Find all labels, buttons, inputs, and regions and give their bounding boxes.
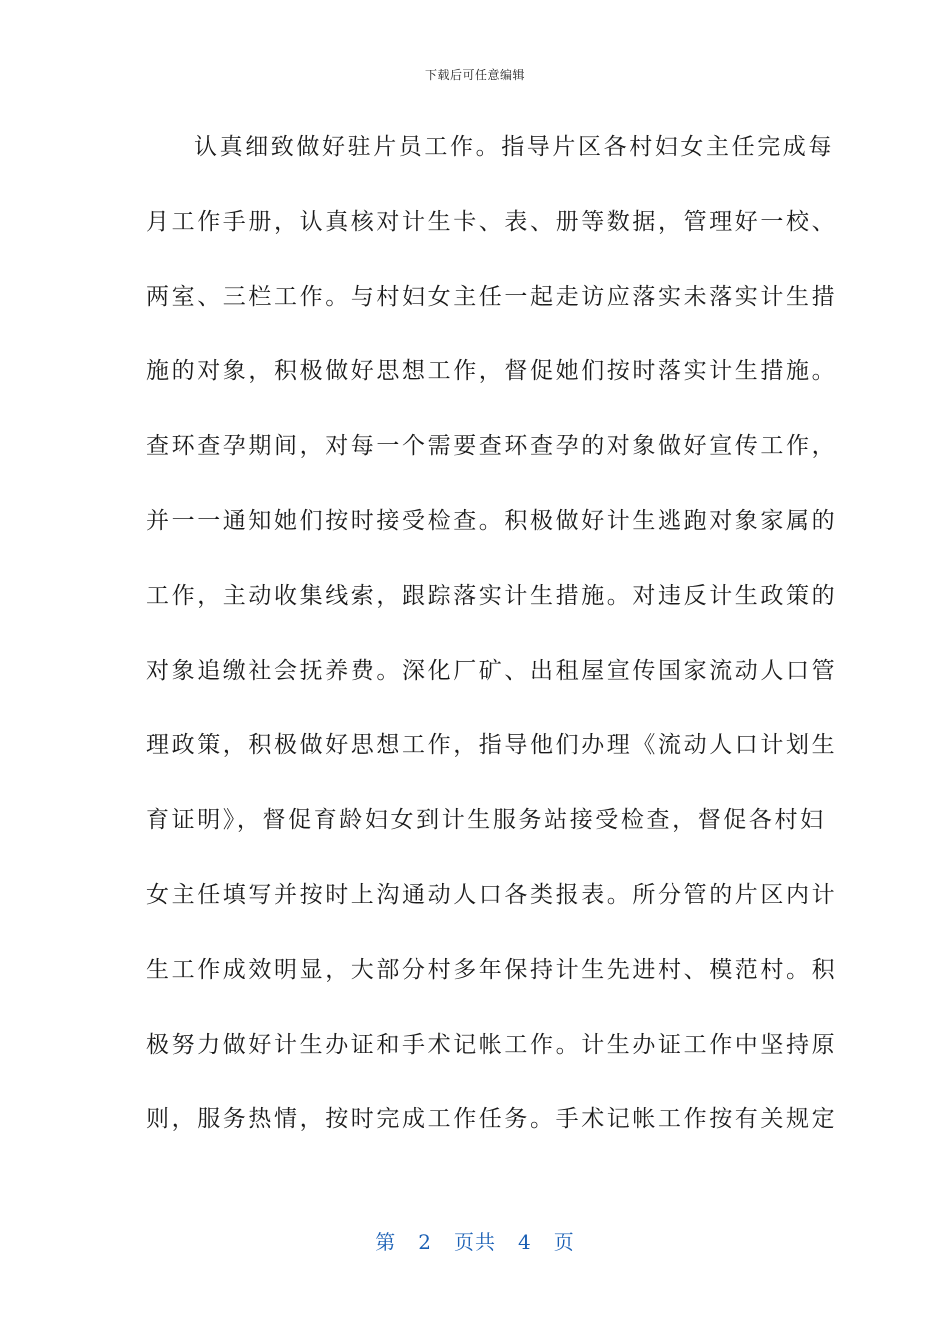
paragraph-line: 育证明》，督促育龄妇女到计生服务站接受检查，督促各村妇 bbox=[146, 807, 826, 834]
paragraph-line: 施的对象，积极做好思想工作，督促她们按时落实计生措施。 bbox=[146, 358, 838, 385]
paragraph-line: 认真细致做好驻片员工作。指导片区各村妇女主任完成每 bbox=[194, 134, 834, 160]
paragraph-line: 极努力做好计生办证和手术记帐工作。计生办证工作中坚持原 bbox=[146, 1031, 838, 1058]
paragraph-line: 生工作成效明显，大部分村多年保持计生先进村、模范村。积 bbox=[146, 956, 838, 983]
paragraph-line: 查环查孕期间，对每一个需要查环查孕的对象做好宣传工作， bbox=[146, 433, 838, 460]
paragraph-line: 月工作手册，认真核对计生卡、表、册等数据，管理好一校、 bbox=[146, 208, 838, 235]
paragraph-line: 理政策，积极做好思想工作，指导他们办理《流动人口计划生 bbox=[146, 732, 838, 759]
paragraph-line: 对象追缴社会抚养费。深化厂矿、出租屋宣传国家流动人口管 bbox=[146, 657, 838, 684]
page-suffix: 页 bbox=[553, 1230, 575, 1254]
page-middle-text: 页共 bbox=[454, 1230, 496, 1254]
paragraph-line: 女主任填写并按时上沟通动人口各类报表。所分管的片区内计 bbox=[146, 881, 838, 908]
paragraph-line: 则，服务热情，按时完成工作任务。手术记帐工作按有关规定 bbox=[146, 1106, 838, 1133]
page-prefix: 第 bbox=[375, 1230, 397, 1254]
paragraph-line: 工作，主动收集线索，跟踪落实计生措施。对违反计生政策的 bbox=[146, 582, 838, 609]
total-page-number: 4 bbox=[518, 1230, 532, 1254]
document-body bbox=[146, 127, 838, 1174]
paragraph-line: 两室、三栏工作。与村妇女主任一起走访应落实未落实计生措 bbox=[146, 283, 838, 310]
current-page-number: 2 bbox=[418, 1230, 432, 1254]
page-header-note: 下载后可任意编辑 bbox=[424, 68, 525, 82]
page-number-footer bbox=[0, 1226, 950, 1255]
paragraph-line: 并一一通知她们按时接受检查。积极做好计生逃跑对象家属的 bbox=[146, 507, 838, 534]
